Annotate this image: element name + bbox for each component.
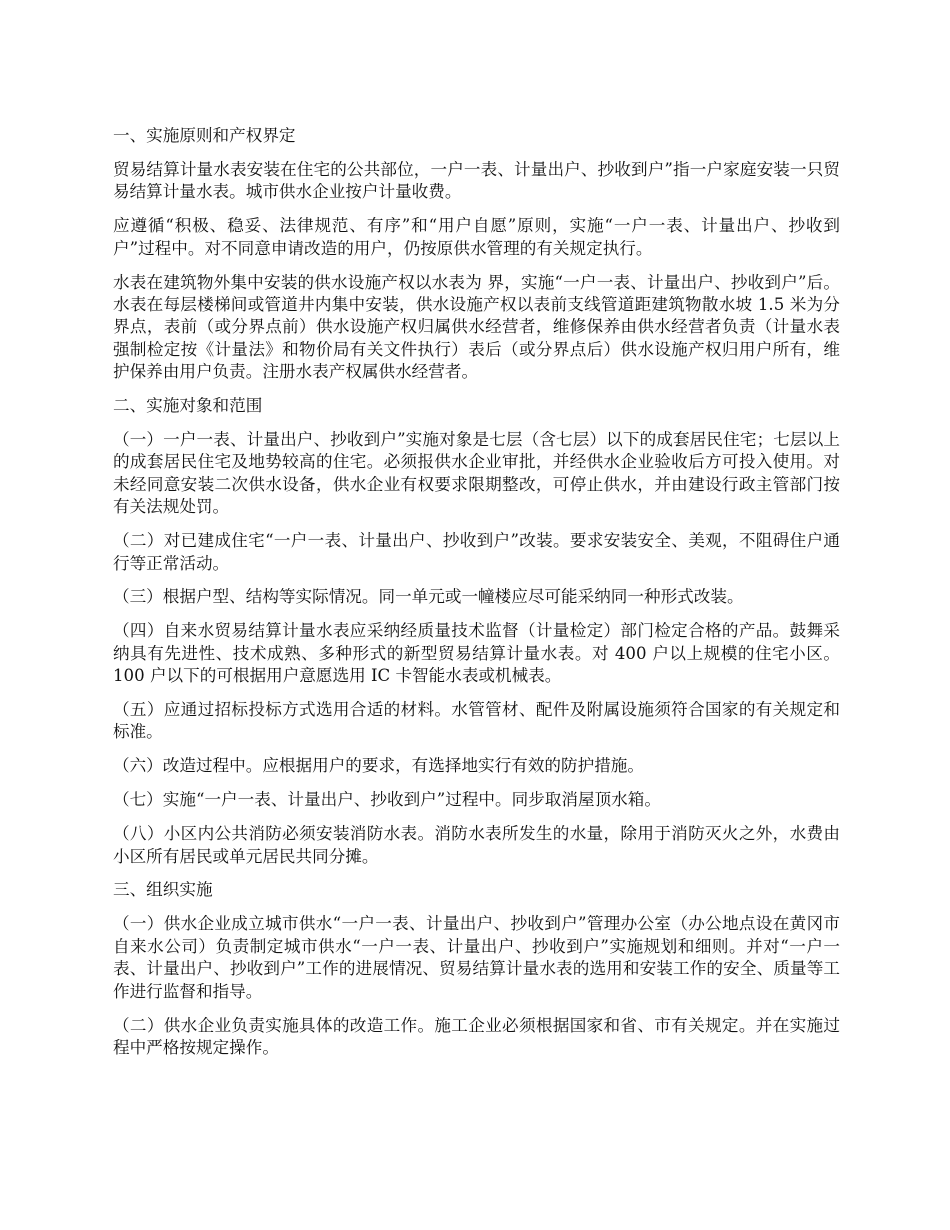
paragraph: （二）对已建成住宅“一户一表、计量出户、抄收到户”改装。要求安装安全、美观，不阻碍住户通行等正常活动。 <box>113 531 840 573</box>
paragraph: 应遵循“积极、稳妥、法律规范、有序”和“用户自愿”原则，实施“一户一表、计量出户、抄收到户”过程中。对不同意申请改造的用户，仍按原供水管理的有关规定执行。 <box>113 216 840 258</box>
paragraph: （一）供水企业成立城市供水“一户一表、计量出户、抄收到户”管理办公室（办公地点设在黄冈市自来水公司）负责制定城市供水“一户一表、计量出户、抄收到户”实施规划和细则。并对“一户一表、计量出户、抄收到户”工作的进展情况、贸易结算计量水表的选用和安装工作的安全、质量等工作进行监督和指导。 <box>113 914 840 1001</box>
document-page <box>113 125 840 1071</box>
paragraph: （七）实施“一户一表、计量出户、抄收到户”过程中。同步取消屋顶水箱。 <box>113 790 661 810</box>
section-heading-1: 一、实施原则和产权界定 <box>113 126 296 145</box>
paragraph: （八）小区内公共消防必须安装消防水表。消防水表所发生的水量，除用于消防灭火之外，水费由小区所有居民或单元居民共同分摊。 <box>113 824 840 866</box>
paragraph: 水表在建筑物外集中安装的供水设施产权以水表为 界，实施“一户一表、计量出户、抄收到户”后。水表在每层楼梯间或管道井内集中安装，供水设施产权以表前支线管道距建筑物散水坡 1.5 米为分界点，表前（或分界点前）供水设施产权归属供水经营者，维修保养由供水经营者负责（计量水表强制检定按《计量法》和物价局有关文件执行）表后（或分界点后）供水设施产权归用户所有，维护保养由用户负责。注册水表产权属供水经营者。 <box>113 272 840 382</box>
paragraph: （一）一户一表、计量出户、抄收到户”实施对象是七层（含七层）以下的成套居民住宅；七层以上的成套居民住宅及地势较高的住宅。必须报供水企业审批，并经供水企业验收后方可投入使用。对未经同意安装二次供水设备，供水企业有权要求限期整改，可停止供水，并由建设行政主管部门按有关法规处罚。 <box>113 429 840 517</box>
section-heading-2: 二、实施对象和范围 <box>113 396 263 416</box>
section-heading-3: 三、组织实施 <box>113 880 213 900</box>
paragraph: （三）根据户型、结构等实际情况。同一单元或一幢楼应尽可能采纳同一种形式改装。 <box>113 587 744 607</box>
paragraph: （五）应通过招标投标方式选用合适的材料。水管管材、配件及附属设施须符合国家的有关规定和标准。 <box>113 700 840 742</box>
paragraph: （二）供水企业负责实施具体的改造工作。施工企业必须根据国家和省、市有关规定。并在实施过程中严格按规定操作。 <box>113 1015 840 1057</box>
paragraph: （四）自来水贸易结算计量水表应采纳经质量技术监督（计量检定）部门检定合格的产品。鼓舞采纳具有先进性、技术成熟、多种形式的新型贸易结算计量水表。对 400 户以上规模的住宅小区。100 户以下的可根据用户意愿选用 IC 卡智能水表或机械表。 <box>113 621 840 686</box>
paragraph: （六）改造过程中。应根据用户的要求，有选择地实行有效的防护措施。 <box>113 756 644 776</box>
paragraph: 贸易结算计量水表安装在住宅的公共部位，一户一表、计量出户、抄收到户”指一户家庭安装一只贸易结算计量水表。城市供水企业按户计量收费。 <box>113 159 840 202</box>
